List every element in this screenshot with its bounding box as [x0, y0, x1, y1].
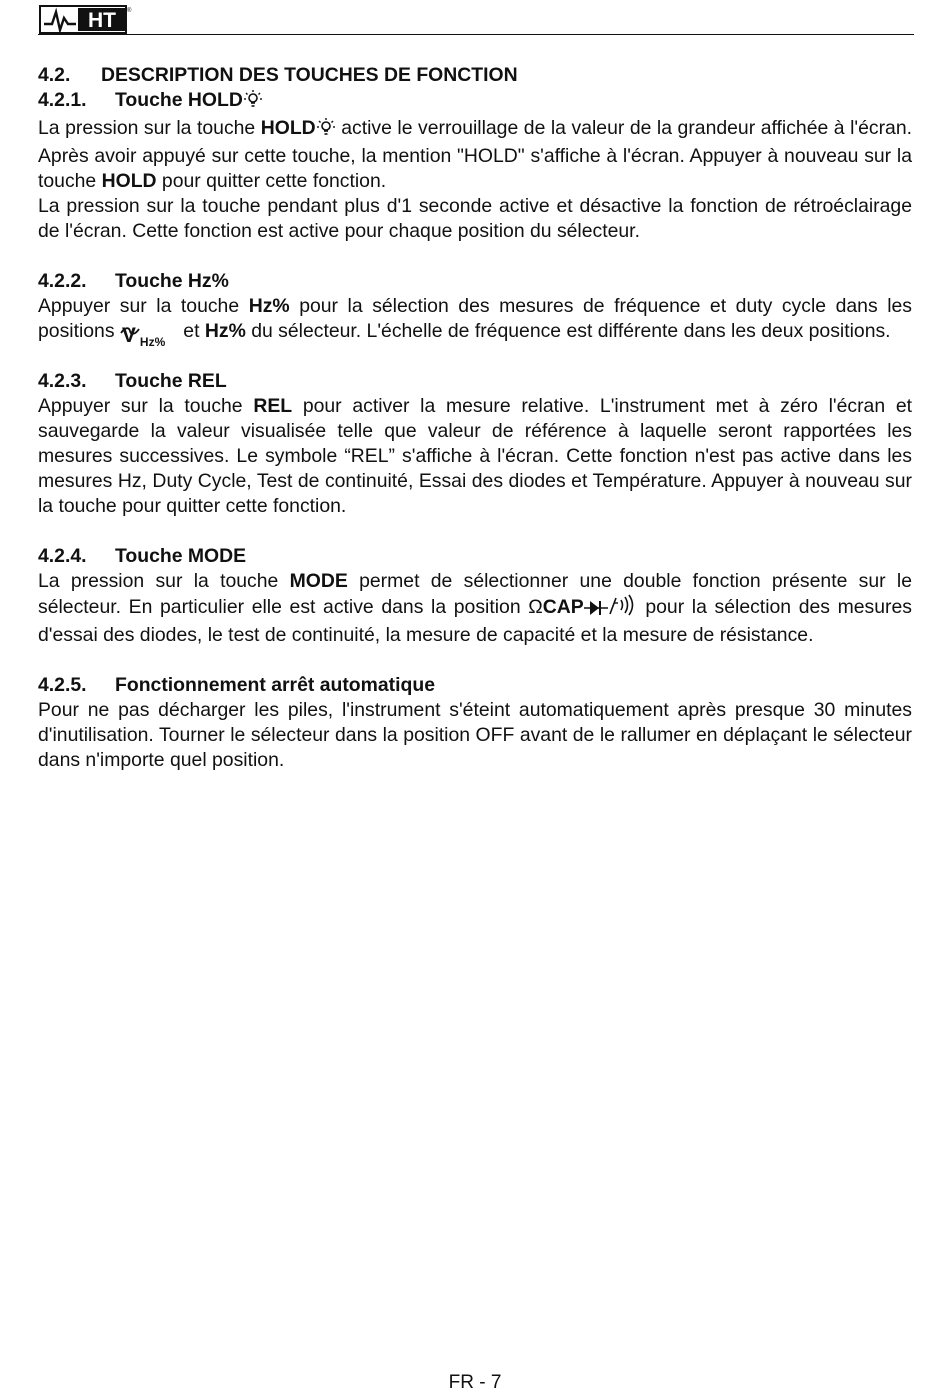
- key-hz: Hz%: [248, 295, 290, 317]
- diode-icon: [584, 598, 608, 623]
- heading-number: 4.2.1.: [38, 89, 87, 111]
- heading-number: 4.2.4.: [38, 545, 87, 567]
- paragraph-auto-off: Pour ne pas décharger les piles, l'instrument s'éteint automatiquement après presque 30 minutes d'inutilisation. Tourner le sélecteur dans la position OFF avant de le rallumer en déplaçant le sélecteur dans n'importe quel position.: [38, 699, 912, 771]
- heading-4-2-3: [38, 369, 912, 394]
- continuity-buzzer-icon: [608, 594, 638, 623]
- logo-text: HT: [88, 9, 116, 32]
- paragraph-backlight: La pression sur la touche pendant plus d'1 seconde active et désactive la fonction de rétroéclairage de l'écran. Cette fonction est active pour chaque position du sélecteur.: [38, 195, 912, 242]
- hz-subscript: Hz%: [139, 335, 166, 349]
- page-number: FR - 7: [448, 1372, 502, 1393]
- document-body: [38, 63, 912, 773]
- text-run: pour quitter cette fonction.: [156, 170, 387, 192]
- text-run: et: [177, 320, 205, 342]
- heading-title: Fonctionnement arrêt automatique: [115, 674, 435, 696]
- paragraph-mode: [38, 569, 912, 648]
- v-letter: V: [121, 324, 136, 347]
- backlight-bulb-icon: [243, 89, 263, 116]
- page-header: [38, 0, 914, 37]
- cap-label: CAP: [542, 596, 584, 618]
- ht-logo: [38, 4, 130, 36]
- heading-title: Touche MODE: [115, 545, 247, 567]
- text-run: permet de sélectionner une double fonction présente sur le sélecteur. En particulier elle est active dans la position: [38, 570, 912, 618]
- heading-number: 4.2.5.: [38, 674, 87, 696]
- text-run: pour la sélection des mesures d'essai des diodes, le test de continuité, la mesure de capacité et la mesure de résistance.: [38, 596, 912, 646]
- section-title: DESCRIPTION DES TOUCHES DE FONCTION: [101, 64, 518, 86]
- heading-4-2-4: [38, 544, 912, 569]
- heading-title: Touche HOLD: [115, 89, 243, 111]
- text-run: Appuyer sur la touche: [38, 395, 254, 417]
- text-run: Appuyer sur la touche: [38, 295, 249, 317]
- heading-4-2-1: [38, 88, 912, 116]
- text-run: La pression sur la touche: [38, 117, 261, 139]
- text-run: La pression sur la touche: [38, 570, 290, 592]
- v-ac-hz-symbol: [120, 319, 178, 349]
- logo-registered: ®: [127, 8, 132, 14]
- text-run: active le verrouillage de la valeur de la grandeur affichée à l'écran. Après avoir appuyé sur cette touche, la mention "HOLD" s'affiche à l'écran. Appuyer à nouveau sur la touche: [38, 117, 913, 192]
- heading-number: 4.2.3.: [38, 370, 87, 392]
- text-run: du sélecteur. L'échelle de fréquence est différente dans les deux positions.: [245, 320, 891, 342]
- heading-title: Touche REL: [115, 370, 227, 392]
- omega-symbol: Ω: [528, 596, 543, 618]
- backlight-bulb-icon: [316, 117, 336, 144]
- key-hold: HOLD: [260, 117, 316, 139]
- key-hz: Hz%: [204, 320, 246, 342]
- text-run: pour activer la mesure relative. L'instrument met à zéro l'écran et sauvegarde la valeur visualisée telle que valeur de référence à laquelle seront rapportées les mesures successives. Le symbole “REL” s'affiche à l'écran. Cette fonction n'est pas active dans les mesures Hz, Duty Cycle, Test de continuité, Essai des diodes et Température. Appuyer à nouveau sur la touche pour quitter cette fonction.: [38, 395, 912, 517]
- text-run: pour la sélection des mesures de fréquence et duty cycle dans les positions: [38, 295, 912, 342]
- section-number: 4.2.: [38, 64, 71, 86]
- heading-4-2-2: [38, 269, 912, 294]
- key-hold: HOLD: [101, 170, 157, 192]
- paragraph-rel: [38, 394, 912, 519]
- header-rule: [38, 34, 914, 35]
- key-mode: MODE: [289, 570, 348, 592]
- heading-number: 4.2.2.: [38, 270, 87, 292]
- paragraph-hz: [38, 294, 912, 349]
- section-heading: [38, 63, 912, 88]
- heading-title: Touche Hz%: [115, 270, 229, 292]
- paragraph-hold: [38, 116, 912, 194]
- heading-4-2-5: [38, 673, 912, 698]
- key-rel: REL: [253, 395, 293, 417]
